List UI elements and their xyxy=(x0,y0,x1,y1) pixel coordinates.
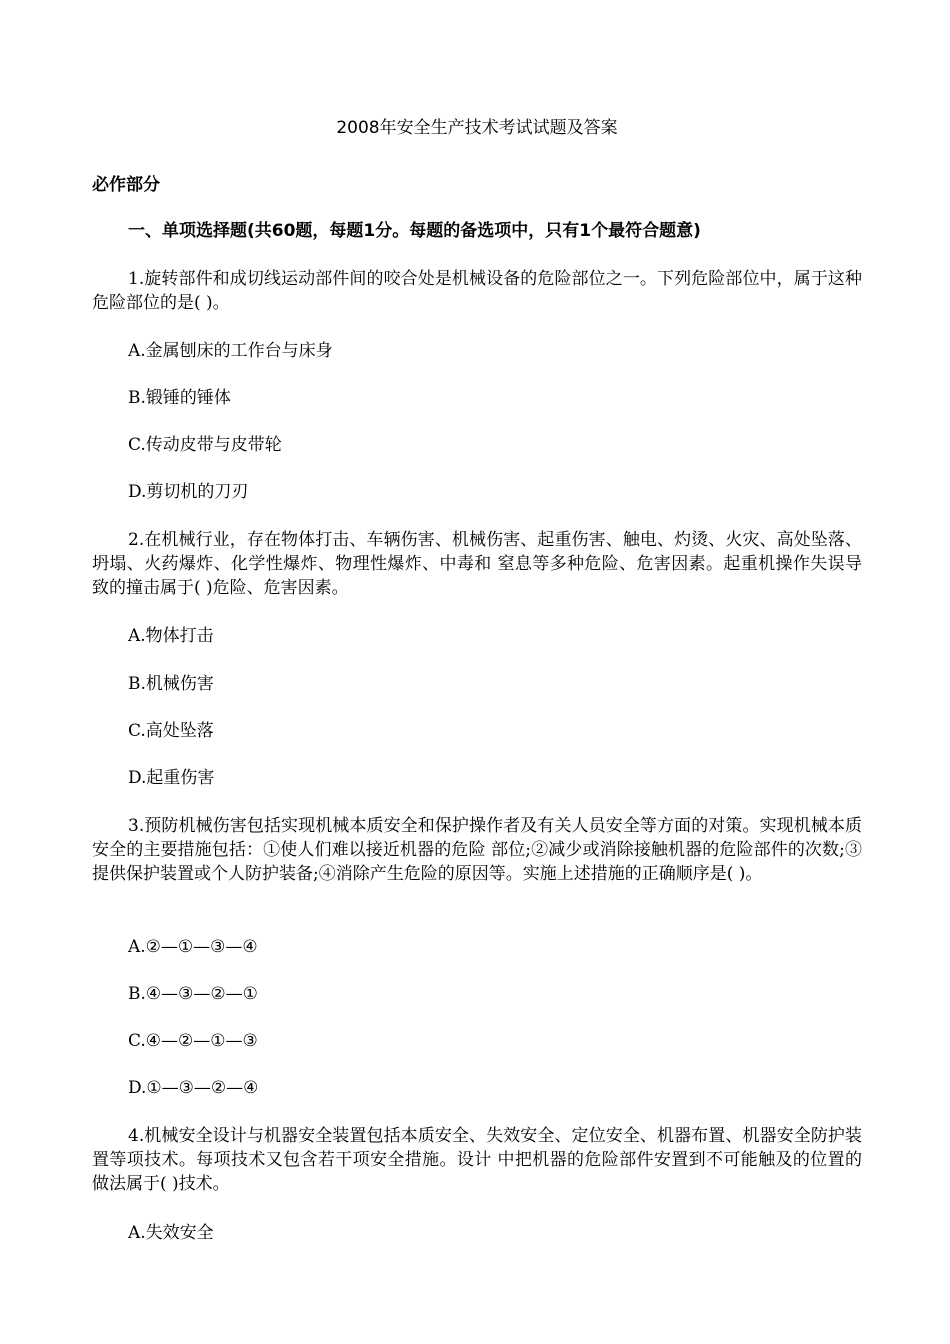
question-4-option-a: A.失效安全 xyxy=(128,1223,214,1243)
question-1-option-d: D.剪切机的刀刃 xyxy=(128,482,249,502)
question-2-option-b: B.机械伤害 xyxy=(128,674,214,694)
question-1-option-c: C.传动皮带与皮带轮 xyxy=(128,435,282,455)
section-label: 必作部分 xyxy=(92,175,160,195)
question-1-text: 1.旋转部件和成切线运动部件间的咬合处是机械设备的危险部位之一。下列危险部位中，属于这种危险部位的是( )。 xyxy=(92,269,862,313)
question-3-option-c: C.④—②—①—③ xyxy=(128,1031,258,1051)
question-3-option-d: D.①—③—②—④ xyxy=(128,1078,259,1098)
question-2-option-c: C.高处坠落 xyxy=(128,721,214,741)
document-title: 2008年安全生产技术考试试题及答案 xyxy=(336,118,618,138)
question-2-option-d: D.起重伤害 xyxy=(128,768,215,788)
question-4-text: 4.机械安全设计与机器安全装置包括本质安全、失效安全、定位安全、机器布置、机器安全防护装置等项技术。每项技术又包含若干项安全措施。设计 中把机器的危险部件安置到不可能触及的位置的做法属于( )技术。 xyxy=(92,1126,862,1194)
question-3-text: 3.预防机械伤害包括实现机械本质安全和保护操作者及有关人员安全等方面的对策。实现机械本质安全的主要措施包括：①使人们难以接近机器的危险 部位;②减少或消除接触机器的危险部件的次数;③提供保护装置或个人防护装备;④消除产生危险的原因等。实施上述措施的正确顺序是( )。 xyxy=(92,816,862,884)
question-1-option-b: B.锻锤的锤体 xyxy=(128,388,231,408)
question-3-option-b: B.④—③—②—① xyxy=(128,984,258,1004)
question-1-option-a: A.金属刨床的工作台与床身 xyxy=(128,341,333,361)
question-2-option-a: A.物体打击 xyxy=(128,626,214,646)
question-2-text: 2.在机械行业，存在物体打击、车辆伤害、机械伤害、起重伤害、触电、灼烫、火灾、高处坠落、坍塌、火药爆炸、化学性爆炸、物理性爆炸、中毒和 窒息等多种危险、危害因素。起重机操作失误导致的撞击属于( )危险、危害因素。 xyxy=(92,530,862,598)
part-heading: 一、单项选择题(共60题，每题1分。每题的备选项中，只有1个最符合题意) xyxy=(128,221,701,241)
question-3-option-a: A.②—①—③—④ xyxy=(128,937,258,957)
